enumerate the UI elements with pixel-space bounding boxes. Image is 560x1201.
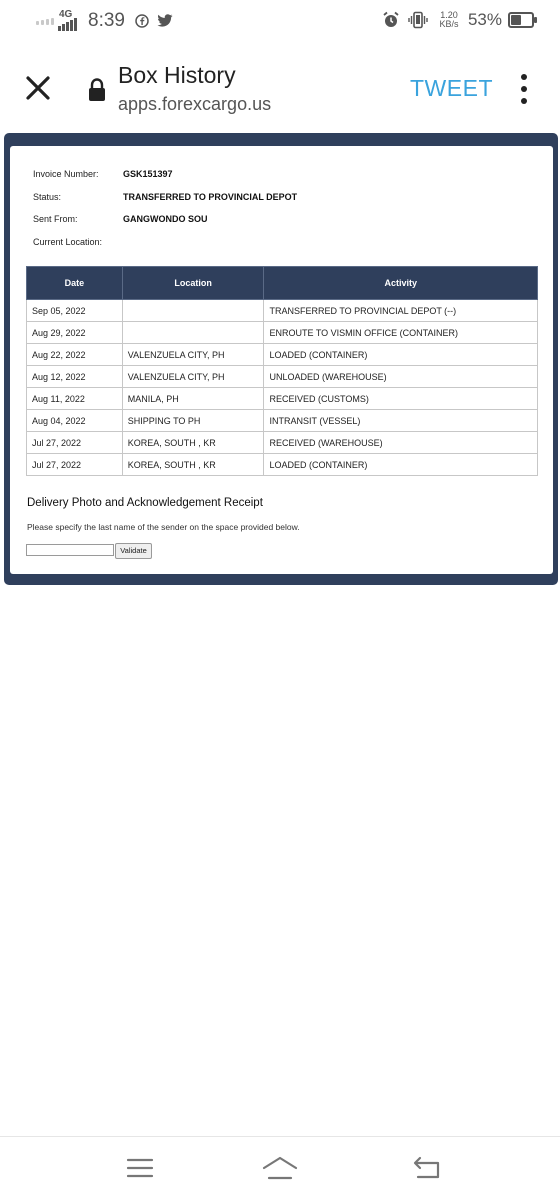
- cell-date: Aug 22, 2022: [27, 344, 123, 366]
- invoice-value: GSK151397: [123, 169, 173, 179]
- cell-location: SHIPPING TO PH: [122, 410, 264, 432]
- current-location-label: Current Location:: [33, 237, 103, 247]
- invoice-label: Invoice Number:: [33, 169, 99, 179]
- close-icon: [20, 70, 56, 106]
- home-icon: [262, 1155, 298, 1181]
- cell-date: Jul 27, 2022: [27, 432, 123, 454]
- column-header-activity: Activity: [264, 267, 538, 300]
- tweet-button[interactable]: TWEET: [410, 75, 493, 101]
- facebook-icon: [135, 14, 149, 28]
- cell-date: Jul 27, 2022: [27, 454, 123, 476]
- delivery-section-title: Delivery Photo and Acknowledgement Receipt: [27, 497, 263, 509]
- cell-date: Sep 05, 2022: [27, 300, 123, 322]
- menu-nav-button[interactable]: [124, 1155, 156, 1181]
- twitter-icon: [157, 14, 173, 28]
- overflow-menu-button[interactable]: [512, 72, 536, 106]
- status-label: Status:: [33, 192, 62, 202]
- cell-activity: RECEIVED (CUSTOMS): [264, 388, 538, 410]
- network-type: 4G: [59, 9, 73, 20]
- sender-last-name-input[interactable]: [26, 544, 114, 556]
- history-table: [26, 266, 538, 476]
- menu-icon: [124, 1155, 156, 1181]
- cell-location: VALENZUELA CITY, PH: [122, 344, 264, 366]
- cell-location: [122, 322, 264, 344]
- table-row: [27, 344, 538, 366]
- delivery-instruction: Please specify the last name of the sender on the space provided below.: [27, 522, 300, 532]
- table-row: [27, 432, 538, 454]
- table-row: [27, 454, 538, 476]
- page-title: Box History: [118, 62, 236, 88]
- cell-location: MANILA, PH: [122, 388, 264, 410]
- status-bar: [0, 0, 560, 44]
- cell-activity: ENROUTE TO VISMIN OFFICE (CONTAINER): [264, 322, 538, 344]
- cell-activity: INTRANSIT (VESSEL): [264, 410, 538, 432]
- lock-icon: [86, 78, 108, 102]
- cell-activity: RECEIVED (WAREHOUSE): [264, 432, 538, 454]
- validate-button[interactable]: Validate: [115, 543, 152, 559]
- status-left: [36, 10, 173, 32]
- back-nav-button[interactable]: [410, 1155, 442, 1181]
- table-row: [27, 410, 538, 432]
- cell-date: Aug 04, 2022: [27, 410, 123, 432]
- cell-date: Aug 12, 2022: [27, 366, 123, 388]
- clock: 8:39: [88, 10, 125, 31]
- battery-icon: [508, 12, 534, 28]
- cell-date: Aug 29, 2022: [27, 322, 123, 344]
- cell-activity: LOADED (CONTAINER): [264, 454, 538, 476]
- cell-location: KOREA, SOUTH , KR: [122, 454, 264, 476]
- speed-unit: KB/s: [439, 19, 459, 29]
- status-right: [382, 10, 534, 30]
- sent-from-value: GANGWONDO SOU: [123, 214, 208, 224]
- cell-date: Aug 11, 2022: [27, 388, 123, 410]
- browser-toolbar: [0, 44, 560, 134]
- back-icon: [410, 1155, 442, 1181]
- sent-from-label: Sent From:: [33, 214, 78, 224]
- vibrate-icon: [408, 11, 428, 29]
- network-speed: [436, 11, 462, 29]
- speed-value: 1.20: [440, 10, 458, 20]
- battery-percent: 53%: [467, 10, 502, 29]
- home-nav-button[interactable]: [262, 1155, 294, 1181]
- column-header-location: Location: [122, 267, 264, 300]
- cell-location: [122, 300, 264, 322]
- table-header-row: [27, 267, 538, 300]
- cell-location: KOREA, SOUTH , KR: [122, 432, 264, 454]
- table-row: [27, 388, 538, 410]
- weak-signal-icon: [36, 18, 54, 25]
- cell-location: VALENZUELA CITY, PH: [122, 366, 264, 388]
- cell-activity: LOADED (CONTAINER): [264, 344, 538, 366]
- page-url: apps.forexcargo.us: [118, 94, 272, 114]
- status-value: TRANSFERRED TO PROVINCIAL DEPOT: [123, 192, 298, 202]
- system-nav-bar: [0, 1136, 560, 1201]
- table-row: [27, 300, 538, 322]
- alarm-icon: [382, 11, 400, 29]
- column-header-date: Date: [27, 267, 123, 300]
- table-row: [27, 322, 538, 344]
- cell-activity: TRANSFERRED TO PROVINCIAL DEPOT (--): [264, 300, 538, 322]
- cell-activity: UNLOADED (WAREHOUSE): [264, 366, 538, 388]
- table-row: [27, 366, 538, 388]
- close-button[interactable]: [20, 70, 56, 106]
- cell-signal-icon: [58, 11, 82, 31]
